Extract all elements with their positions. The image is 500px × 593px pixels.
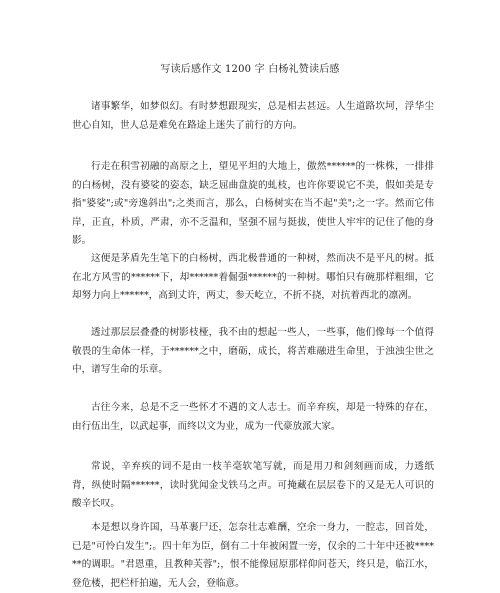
document-title: 写读后感作文 1200 字 白杨礼赞读后感 <box>160 64 340 75</box>
paragraph: 这便是茅盾先生笔下的白杨树，西北极普通的一种树，然而决不是平凡的树。抵在北方风雪的******下，却******着倔强******的一种树。哪怕只有碗那样粗细，它却努力向上******，高到丈许，两丈，参天屹立，不折不挠，对抗着西北的凛冽。 <box>72 253 434 302</box>
paragraph: 本是想以身许国，马革裹尸还，怎奈壮志难酬，空余一身力，一腔志，回首处，已是"可怜白发生";。四十年为臣，倒有二十年被闲置一旁，仅余的二十年中还被******的调职。"君恩重，且教种芙蓉";，恨不能像屈原那样仰问苍天，终只是，临江水，登危楼，把栏杆拍遍，无人会，登临意。 <box>72 522 434 589</box>
paragraph: 诸事繁华，如梦似幻。有时梦想跟现实，总是相去甚远。人生道路坎坷，浮华尘世心自知，世人总是难免在路途上迷失了前行的方向。 <box>72 101 434 131</box>
paragraph: 常说，辛弃疾的词不是由一枝羊毫软笔写就，而是用刀和剑刻画而成，力透纸背，纵使时隔******，读时犹闻金戈铁马之声。可掩藏在层层卷下的又是无人可识的酸辛长叹。 <box>72 461 434 510</box>
paragraph: 古往今来，总是不乏一些怀才不遇的文人志士。而辛弃疾，却是一特殊的存在，由行伍出生，以武起事，而终以文为业，成为一代豪放派大家。 <box>72 402 434 432</box>
paragraph: 透过那层层叠叠的树影枝桠，我不由的想起一些人，一些事，他们像每一个值得敬畏的生命体一样，于******之中，磨砺，成长，将苦难融进生命里，于浊浊尘世之中，谱写生命的乐章。 <box>72 327 434 376</box>
paragraph: 行走在积雪初融的高原之上，望见平坦的大地上，傲然******的一株株，一排排的白杨树，没有婆娑的姿态，缺乏屈曲盘旋的虬枝，也许你要说它不美，假如美是专指"婆娑";或"旁逸斜出";之类而言，那么，白杨树实在当不起"美";之一字。然而它伟岸，正直，朴质，严肃，亦不乏温和，坚强不屈与挺拔，使世人牢牢的记住了他的身影。 <box>72 161 434 247</box>
